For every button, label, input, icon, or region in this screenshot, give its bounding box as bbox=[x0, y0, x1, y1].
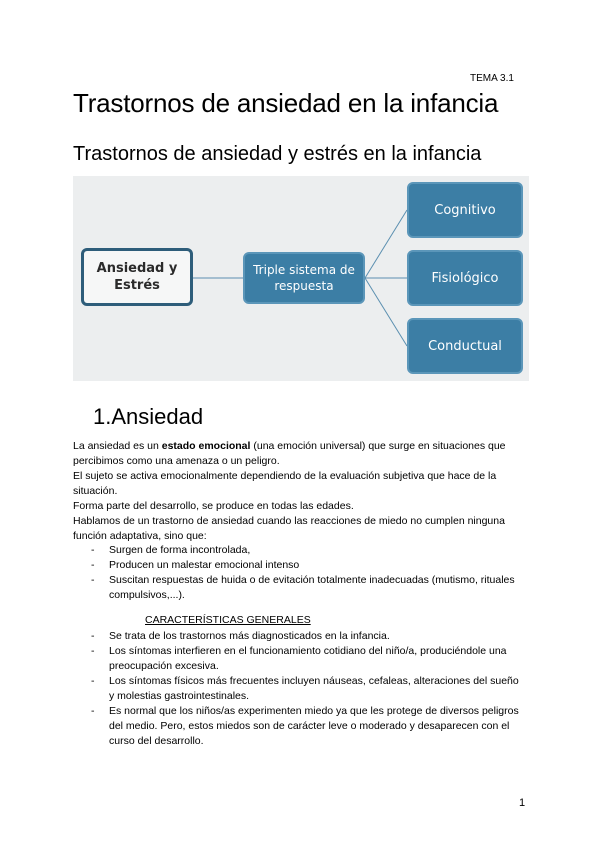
connector-middle-conductual bbox=[365, 278, 407, 346]
document-title: Trastornos de ansiedad en la infancia bbox=[73, 88, 499, 118]
p1-before: La ansiedad es un bbox=[73, 440, 162, 452]
branch-node-conductual: Conductual bbox=[407, 318, 523, 374]
list-item: - Producen un malestar emocional intenso bbox=[91, 558, 531, 573]
middle-line2: respuesta bbox=[274, 279, 334, 293]
middle-node-triple-sistema bbox=[243, 252, 365, 304]
paragraph-disorder: Hablamos de un trastorno de ansiedad cuando las reacciones de miedo no cumplen ninguna función adaptativa, sino que: bbox=[73, 515, 505, 542]
list-item: - Los síntomas interfieren en el funcionamiento cotidiano del niño/a, produciéndole una preocupación excesiva. bbox=[91, 644, 526, 674]
list-item: - Los síntomas físicos más frecuentes incluyen náuseas, cefaleas, alteraciones del sueño y molestias gastrointestinales. bbox=[91, 674, 526, 704]
branch-node-cognitivo: Cognitivo bbox=[407, 182, 523, 238]
topic-label: TEMA 3.1 bbox=[470, 73, 514, 84]
root-line2: Estrés bbox=[114, 278, 160, 293]
page-number: 1 bbox=[519, 797, 526, 809]
list-item: - Se trata de los trastornos más diagnosticados en la infancia. bbox=[91, 629, 526, 644]
branch-node-fisiologico: Fisiológico bbox=[407, 250, 523, 306]
root-node-ansiedad-estres bbox=[81, 248, 193, 306]
characteristics-list bbox=[91, 629, 526, 749]
paragraph-activation: El sujeto se activa emocionalmente dependiendo de la evaluación subjetiva que hace de la situación. bbox=[73, 470, 497, 497]
list-item: - Suscitan respuestas de huida o de evitación totalmente inadecuadas (mutismo, rituales compulsivos,...). bbox=[91, 573, 531, 603]
list-item: - Es normal que los niños/as experimenten miedo ya que les protege de diversos peligros del medio. Pero, estos miedos son de carácter leve o moderado y desaparecen con el curso del desarrollo. bbox=[91, 704, 526, 749]
p1-bold: estado emocional bbox=[161, 440, 251, 452]
connector-middle-cognitivo bbox=[365, 210, 407, 278]
disorder-criteria-list bbox=[91, 543, 531, 603]
paragraph-development: Forma parte del desarrollo, se produce en todas las edades. bbox=[73, 500, 354, 512]
section-subtitle: Trastornos de ansiedad y estrés en la infancia bbox=[73, 143, 482, 165]
root-line1: Ansiedad y bbox=[96, 261, 178, 276]
list-item: - Surgen de forma incontrolada, bbox=[91, 543, 531, 558]
section-heading-ansiedad: 1.Ansiedad bbox=[93, 404, 204, 429]
response-system-diagram bbox=[73, 176, 529, 381]
middle-line1: Triple sistema de bbox=[253, 263, 355, 277]
characteristics-heading: CARACTERÍSTICAS GENERALES bbox=[145, 614, 311, 626]
paragraph-definition bbox=[73, 439, 533, 469]
p1-after: (una emoción universal) que surge en situaciones que percibimos como una amenaza o un peligro. bbox=[73, 440, 506, 467]
